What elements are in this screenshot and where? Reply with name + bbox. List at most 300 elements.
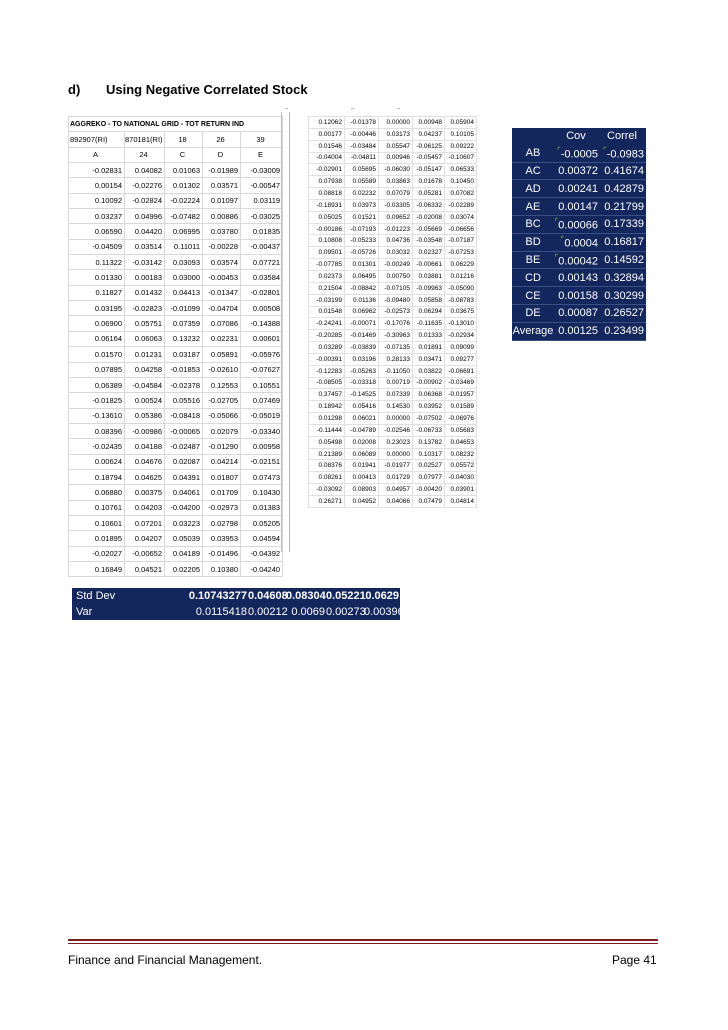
correl-value: 0.21799	[604, 200, 644, 213]
return-cell: -0.00186	[309, 223, 345, 235]
return-cell: 0.01807	[203, 469, 241, 484]
stats-value: 0.0115418	[195, 606, 247, 618]
return-cell: 0.10450	[445, 176, 477, 188]
table-row	[309, 211, 477, 223]
table-row	[309, 223, 477, 235]
stats-value: 0.10743277	[188, 590, 247, 602]
correl-cell	[600, 215, 646, 233]
return-cell: 0.21504	[309, 282, 345, 294]
table-row	[69, 178, 283, 193]
return-cell: 0.03032	[379, 247, 413, 259]
return-cell: 0.03187	[165, 347, 203, 362]
stats-label: Std Dev	[76, 590, 116, 602]
return-cell: 0.01895	[69, 531, 125, 546]
return-cell: -0.00065	[165, 423, 203, 438]
stats-row	[72, 604, 400, 620]
return-cell: 0.05516	[165, 393, 203, 408]
table-row	[69, 301, 283, 316]
pair-label: DE	[512, 304, 554, 322]
correl-cell	[600, 162, 646, 180]
return-cell: 0.03973	[345, 199, 379, 211]
return-cell: 0.07339	[379, 389, 413, 401]
stats-row	[72, 588, 400, 604]
return-cell: -0.05147	[413, 164, 445, 176]
stats-value: 0.08304	[286, 590, 326, 602]
return-cell: -0.24241	[309, 318, 345, 330]
return-cell: -0.02973	[203, 500, 241, 515]
correl-cell	[600, 145, 646, 162]
return-cell: 0.05904	[445, 117, 477, 129]
return-cell: -0.03548	[413, 235, 445, 247]
table-row	[309, 164, 477, 176]
cov-row	[512, 322, 646, 340]
return-cell: 0.03953	[203, 531, 241, 546]
return-cell: -0.03199	[309, 294, 345, 306]
return-cell: 0.03584	[241, 270, 283, 285]
return-cell: 0.02798	[203, 515, 241, 530]
return-cell: 0.01548	[309, 306, 345, 318]
return-cell: 0.01330	[69, 270, 125, 285]
return-cell: -0.14388	[241, 316, 283, 331]
table-row	[309, 282, 477, 294]
return-cell: -0.03340	[241, 423, 283, 438]
column-header: C	[165, 147, 203, 162]
return-cell: 0.05386	[125, 408, 165, 423]
return-cell: -0.04200	[165, 500, 203, 515]
table-row	[309, 140, 477, 152]
sheet-title-row	[69, 117, 283, 132]
return-cell: -0.08783	[445, 294, 477, 306]
return-cell: 0.01302	[165, 178, 203, 193]
return-cell: -0.11444	[309, 424, 345, 436]
return-cell: -0.03009	[241, 163, 283, 178]
return-cell: 0.13232	[165, 331, 203, 346]
table-row	[69, 377, 283, 392]
return-cell: -0.02224	[165, 193, 203, 208]
return-cell: 0.09277	[445, 353, 477, 365]
return-cell: 0.07082	[445, 188, 477, 200]
sheet-divider	[289, 112, 290, 552]
return-cell: 0.10551	[241, 377, 283, 392]
return-cell: -0.05726	[345, 247, 379, 259]
return-cell: 0.07895	[69, 362, 125, 377]
correl-cell	[600, 233, 646, 251]
footer-rule	[68, 943, 658, 944]
return-cell: -0.04584	[125, 377, 165, 392]
pair-label: AC	[512, 162, 554, 180]
return-cell: 0.09652	[379, 211, 413, 223]
return-cell: 0.03223	[165, 515, 203, 530]
return-cell: 0.04413	[165, 285, 203, 300]
return-cell: -0.06656	[445, 223, 477, 235]
table-row	[69, 239, 283, 254]
table-row	[309, 306, 477, 318]
return-cell: -0.11050	[379, 365, 413, 377]
pair-label: CE	[512, 287, 554, 305]
return-cell: 0.02205	[165, 561, 203, 576]
return-cell: 0.01333	[413, 330, 445, 342]
return-cell: 0.06294	[413, 306, 445, 318]
return-cell: 0.00508	[241, 301, 283, 316]
return-cell: 0.08903	[345, 484, 379, 496]
stats-value: 0.00212	[248, 606, 288, 618]
stats-value: 0.00273	[326, 606, 366, 618]
return-cell: 0.01941	[345, 460, 379, 472]
table-row	[309, 247, 477, 259]
return-cell: -0.03025	[241, 209, 283, 224]
return-cell: -0.07105	[379, 282, 413, 294]
cov-cell	[554, 198, 600, 216]
stats-value: 0.04608	[248, 590, 288, 602]
return-cell: 0.12062	[309, 117, 345, 129]
cov-cell	[554, 269, 600, 287]
return-cell: 0.04653	[445, 436, 477, 448]
return-cell: 0.09222	[445, 140, 477, 152]
return-cell: 0.21389	[309, 448, 345, 460]
return-cell: 0.10430	[241, 485, 283, 500]
return-cell: 0.10601	[69, 515, 125, 530]
return-cell: -0.06030	[379, 164, 413, 176]
return-cell: 0.04061	[165, 485, 203, 500]
return-cell: 0.00183	[125, 270, 165, 285]
cov-value: 0.00087	[558, 307, 598, 320]
correl-value: 0.32894	[604, 271, 644, 284]
cov-row	[512, 269, 646, 287]
column-code: 39	[241, 132, 283, 147]
returns-sheet-b	[308, 116, 477, 508]
sheet-header-row	[69, 147, 283, 162]
pair-label: AD	[512, 180, 554, 198]
cov-column-header: Cov	[566, 130, 586, 143]
table-row	[309, 259, 477, 271]
return-cell: 0.01383	[241, 500, 283, 515]
return-cell: 0.00177	[309, 128, 345, 140]
correl-cell	[600, 287, 646, 305]
table-row	[309, 270, 477, 282]
return-cell: 0.05498	[309, 436, 345, 448]
return-cell: 0.01891	[413, 342, 445, 354]
return-cell: 0.06495	[345, 270, 379, 282]
table-row	[309, 424, 477, 436]
return-cell: 0.12553	[203, 377, 241, 392]
cov-value: 0.00042	[558, 255, 598, 268]
return-cell: 0.26271	[309, 496, 345, 508]
comment-marker-icon: ⌜	[554, 217, 559, 227]
return-cell: 0.37457	[309, 389, 345, 401]
return-cell: -0.00986	[125, 423, 165, 438]
return-cell: -0.03469	[445, 377, 477, 389]
return-cell: -0.07502	[413, 413, 445, 425]
cov-cell	[554, 215, 600, 233]
return-cell: -0.01496	[203, 546, 241, 561]
return-cell: -0.05976	[241, 347, 283, 362]
return-cell: -0.04030	[445, 472, 477, 484]
stats-value: 0.0069	[291, 606, 325, 618]
returns-sheet-a	[68, 116, 283, 577]
comment-marker-icon: ⌜	[554, 252, 559, 262]
return-cell: 0.06063	[125, 331, 165, 346]
cov-value: 0.00066	[558, 219, 598, 232]
cov-cell	[554, 304, 600, 322]
return-cell: -0.02705	[203, 393, 241, 408]
return-cell: 0.06021	[345, 413, 379, 425]
table-row	[69, 439, 283, 454]
return-cell: 0.03119	[241, 193, 283, 208]
return-cell: 0.08396	[69, 423, 125, 438]
return-cell: -0.03484	[345, 140, 379, 152]
footer-title: Finance and Financial Management.	[68, 953, 263, 967]
cov-column-header: Correl	[607, 130, 637, 143]
cov-value: 0.00147	[558, 200, 598, 213]
correl-cell	[600, 251, 646, 269]
return-cell: 0.04391	[165, 469, 203, 484]
return-cell: -0.05669	[413, 223, 445, 235]
return-cell: -0.07187	[445, 235, 477, 247]
return-cell: -0.02378	[165, 377, 203, 392]
return-cell: 0.05572	[445, 460, 477, 472]
return-cell: -0.04509	[69, 239, 125, 254]
return-cell: 0.05281	[413, 188, 445, 200]
cov-cell	[554, 180, 600, 198]
table-row	[309, 152, 477, 164]
return-cell: -0.00249	[379, 259, 413, 271]
cov-cell	[554, 287, 600, 305]
return-cell: 0.04952	[345, 496, 379, 508]
return-cell: -0.04240	[241, 561, 283, 576]
return-cell: 0.03881	[413, 270, 445, 282]
stats-label: Var	[76, 606, 93, 618]
correl-cell	[600, 304, 646, 322]
return-cell: -0.07785	[309, 259, 345, 271]
return-cell: -0.08418	[165, 408, 203, 423]
return-cell: 0.10317	[413, 448, 445, 460]
correl-cell	[600, 198, 646, 216]
return-cell: 0.02527	[413, 460, 445, 472]
table-row	[69, 193, 283, 208]
cov-row	[512, 215, 646, 233]
table-row	[309, 484, 477, 496]
correl-value: -0.0983	[606, 148, 644, 161]
return-cell: -0.13010	[445, 318, 477, 330]
return-cell: 0.00948	[413, 117, 445, 129]
return-cell: -0.00547	[241, 178, 283, 193]
return-cell: 0.23023	[379, 436, 413, 448]
return-cell: 0.07201	[125, 515, 165, 530]
return-cell: 0.07473	[241, 469, 283, 484]
return-cell: -0.00453	[203, 270, 241, 285]
return-cell: -0.06691	[445, 365, 477, 377]
correl-value: 0.16817	[604, 236, 644, 249]
return-cell: -0.06733	[413, 424, 445, 436]
return-cell: -0.01853	[165, 362, 203, 377]
table-row	[69, 316, 283, 331]
column-header: E	[241, 147, 283, 162]
return-cell: 0.01709	[203, 485, 241, 500]
return-cell: 0.04625	[125, 469, 165, 484]
cov-value: -0.0005	[560, 148, 598, 161]
return-cell: -0.00391	[309, 353, 345, 365]
table-row	[69, 163, 283, 178]
cov-correl-table	[512, 128, 646, 341]
table-row	[309, 472, 477, 484]
return-cell: -0.09480	[379, 294, 413, 306]
table-row	[309, 389, 477, 401]
return-cell: 0.00719	[379, 377, 413, 389]
correl-value: 0.42879	[604, 182, 644, 195]
return-cell: 0.04814	[445, 496, 477, 508]
return-cell: 0.03289	[309, 342, 345, 354]
return-cell: -0.10607	[445, 152, 477, 164]
footer-rule	[68, 939, 658, 941]
return-cell: 0.04082	[125, 163, 165, 178]
return-cell: -0.02276	[125, 178, 165, 193]
return-cell: 0.04214	[203, 454, 241, 469]
return-cell: -0.14525	[345, 389, 379, 401]
return-cell: 0.05683	[445, 424, 477, 436]
return-cell: 0.09099	[445, 342, 477, 354]
return-cell: 0.07469	[241, 393, 283, 408]
return-cell: 0.11827	[69, 285, 125, 300]
return-cell: 0.01097	[203, 193, 241, 208]
pair-label: Average	[512, 322, 554, 340]
return-cell: -0.02831	[69, 163, 125, 178]
return-cell: 0.00958	[241, 439, 283, 454]
sheet-mark	[397, 108, 400, 109]
return-cell: 0.07079	[379, 188, 413, 200]
column-code: 26	[203, 132, 241, 147]
return-cell: 0.01216	[445, 270, 477, 282]
return-cell: 0.00750	[379, 270, 413, 282]
return-cell: -0.03092	[309, 484, 345, 496]
return-cell: -0.02801	[241, 285, 283, 300]
return-cell: 0.02231	[203, 331, 241, 346]
return-cell: 0.05589	[345, 176, 379, 188]
table-row	[69, 285, 283, 300]
table-row	[69, 546, 283, 561]
return-cell: 0.07721	[241, 255, 283, 270]
comment-marker-icon: ⌜	[556, 145, 561, 155]
cov-value: 0.00143	[558, 271, 598, 284]
cov-row	[512, 287, 646, 305]
return-cell: -0.30963	[379, 330, 413, 342]
return-cell: 0.01298	[309, 413, 345, 425]
return-cell: -0.02027	[69, 546, 125, 561]
cov-value: 0.00125	[558, 325, 598, 338]
return-cell: -0.07627	[241, 362, 283, 377]
return-cell: 0.04189	[165, 546, 203, 561]
return-cell: 0.01546	[309, 140, 345, 152]
return-cell: 0.04188	[125, 439, 165, 454]
return-cell: -0.06976	[445, 413, 477, 425]
return-cell: -0.00420	[413, 484, 445, 496]
return-cell: 0.00000	[379, 448, 413, 460]
table-row	[69, 224, 283, 239]
return-cell: 0.00413	[345, 472, 379, 484]
return-cell: 0.05205	[241, 515, 283, 530]
return-cell: -0.07135	[379, 342, 413, 354]
correl-value: 0.26527	[604, 307, 644, 320]
return-cell: -0.04789	[345, 424, 379, 436]
return-cell: -0.00902	[413, 377, 445, 389]
std-dev-var-table	[72, 588, 404, 620]
correl-value: 0.23499	[604, 325, 644, 338]
return-cell: 0.16849	[69, 561, 125, 576]
return-cell: -0.01825	[69, 393, 125, 408]
table-row	[309, 294, 477, 306]
return-cell: -0.04704	[203, 301, 241, 316]
return-cell: -0.06125	[413, 140, 445, 152]
return-cell: 0.02327	[413, 247, 445, 259]
cov-header-row	[512, 128, 646, 145]
cov-value: 0.00372	[558, 164, 598, 177]
table-row	[309, 401, 477, 413]
return-cell: 0.01835	[241, 224, 283, 239]
return-cell: -0.13610	[69, 408, 125, 423]
table-row	[309, 176, 477, 188]
return-cell: 0.01678	[413, 176, 445, 188]
return-cell: -0.06332	[413, 199, 445, 211]
return-cell: -0.00071	[345, 318, 379, 330]
return-cell: 0.11322	[69, 255, 125, 270]
return-cell: 0.04996	[125, 209, 165, 224]
sheet-mark	[351, 108, 354, 109]
sheet-subheader-row	[69, 132, 283, 147]
cov-column-header	[512, 128, 554, 145]
return-cell: 0.06089	[345, 448, 379, 460]
page-number: Page 41	[612, 953, 657, 967]
return-cell: 0.02087	[165, 454, 203, 469]
return-cell: 0.03074	[445, 211, 477, 223]
pair-label: BE	[512, 251, 554, 269]
return-cell: -0.08842	[345, 282, 379, 294]
return-cell: 0.03675	[445, 306, 477, 318]
return-cell: 0.10761	[69, 500, 125, 515]
return-cell: 0.02232	[345, 188, 379, 200]
sheet-title: AGGREKO - TO NATIONAL GRID - TOT RETURN IND	[69, 117, 283, 132]
return-cell: -0.05233	[345, 235, 379, 247]
return-cell: 0.06590	[69, 224, 125, 239]
table-row	[69, 500, 283, 515]
cov-row	[512, 233, 646, 251]
return-cell: 0.05416	[345, 401, 379, 413]
return-cell: 0.03196	[345, 353, 379, 365]
return-cell: -0.02823	[125, 301, 165, 316]
return-cell: 0.03901	[445, 484, 477, 496]
return-cell: 0.04736	[379, 235, 413, 247]
return-cell: -0.03318	[345, 377, 379, 389]
return-cell: 0.02373	[309, 270, 345, 282]
return-cell: -0.00652	[125, 546, 165, 561]
return-cell: 0.04207	[125, 531, 165, 546]
return-cell: 0.04676	[125, 454, 165, 469]
sheet-mark	[285, 108, 288, 109]
return-cell: 0.03195	[69, 301, 125, 316]
return-cell: 0.01570	[69, 347, 125, 362]
return-cell: -0.03305	[379, 199, 413, 211]
return-cell: 0.07479	[413, 496, 445, 508]
return-cell: 0.03471	[413, 353, 445, 365]
return-cell: 0.03822	[413, 365, 445, 377]
column-code: 870181(RI)	[125, 132, 165, 147]
return-cell: -0.01223	[379, 223, 413, 235]
return-cell: 0.03574	[203, 255, 241, 270]
return-cell: 0.01589	[445, 401, 477, 413]
table-row	[309, 199, 477, 211]
cov-cell	[554, 322, 600, 340]
return-cell: -0.00228	[203, 239, 241, 254]
return-cell: 0.05547	[379, 140, 413, 152]
return-cell: 0.10092	[69, 193, 125, 208]
